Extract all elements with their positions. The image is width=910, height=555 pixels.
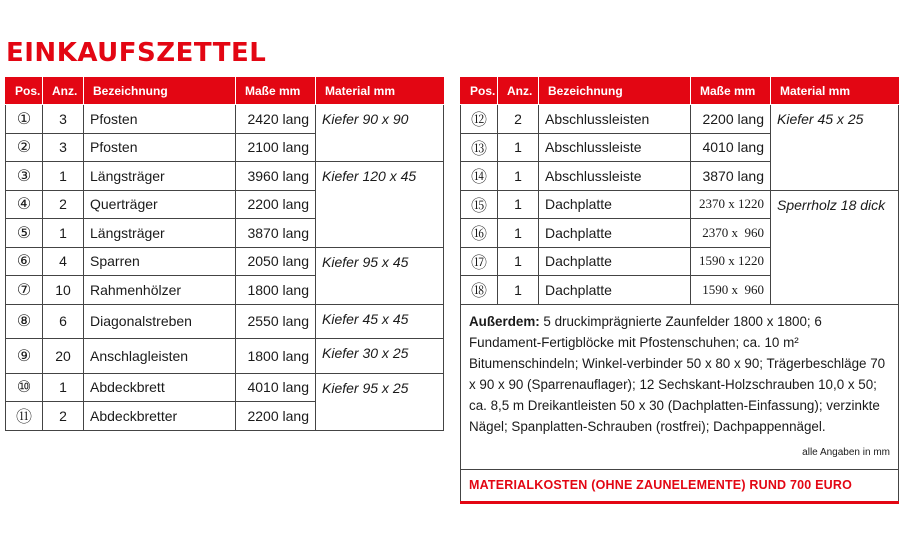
position-number: ④ bbox=[6, 190, 43, 219]
column-header-bezeichnung: Bezeichnung bbox=[84, 77, 236, 105]
position-number: ① bbox=[6, 105, 43, 134]
column-header-material: Material mm bbox=[771, 77, 899, 105]
note-text: 5 druckimprägnierte Zaunfelder 1800 x 1800; 6 Fundament-Fertigblöcke mit Pfostenschuhen; ca. 10 m² Bitumenschindeln; Winkel-verbinder 50 x 80 x 90; Trägerbeschläge 70 x 90 x 90 (Sparrenauflager); 12 Sechskant-Holzschrauben 10,0 x 50; ca. 8,5 m Dreikantleisten 50 x 30 (Dachplatten-Einfassung); verzinkte Nägel; Spanplatten-Schrauben (rostfrei); Dachpappennägel. bbox=[469, 313, 886, 434]
position-number: ⑧ bbox=[6, 304, 43, 339]
quantity: 1 bbox=[498, 247, 539, 276]
quantity: 2 bbox=[498, 105, 539, 134]
item-name: Dachplatte bbox=[539, 190, 691, 219]
quantity: 2 bbox=[43, 190, 84, 219]
material: Kiefer 95 x 45 bbox=[316, 247, 444, 304]
column-header-masse: Maße mm bbox=[691, 77, 771, 105]
dimension: 2050 lang bbox=[236, 247, 316, 276]
quantity: 2 bbox=[43, 402, 84, 431]
position-number: ⑱ bbox=[461, 276, 498, 305]
quantity: 1 bbox=[498, 133, 539, 162]
note-row bbox=[461, 304, 899, 469]
position-number: ⑤ bbox=[6, 219, 43, 248]
item-name: Dachplatte bbox=[539, 276, 691, 305]
item-name: Querträger bbox=[84, 190, 236, 219]
item-name: Abschlussleiste bbox=[539, 162, 691, 191]
dimension: 4010 lang bbox=[236, 373, 316, 402]
item-name: Diagonalstreben bbox=[84, 304, 236, 339]
quantity: 10 bbox=[43, 276, 84, 305]
material: Kiefer 90 x 90 bbox=[316, 105, 444, 162]
quantity: 1 bbox=[498, 190, 539, 219]
item-name: Dachplatte bbox=[539, 219, 691, 248]
note-label: Außerdem: bbox=[469, 313, 540, 329]
column-header-anz: Anz. bbox=[498, 77, 539, 105]
page-title: EINKAUFSZETTEL bbox=[6, 38, 267, 68]
position-number: ③ bbox=[6, 162, 43, 191]
dimension: 2200 lang bbox=[691, 105, 771, 134]
cost-row bbox=[461, 469, 899, 502]
dimension: 4010 lang bbox=[691, 133, 771, 162]
item-name: Längsträger bbox=[84, 162, 236, 191]
position-number: ⑰ bbox=[461, 247, 498, 276]
table-row bbox=[6, 373, 444, 402]
column-header-anz: Anz. bbox=[43, 77, 84, 105]
column-header-bezeichnung: Bezeichnung bbox=[539, 77, 691, 105]
dimension: 1590 x 1220 bbox=[691, 247, 771, 276]
table-row bbox=[6, 304, 444, 339]
dimension: 2370 x 960 bbox=[691, 219, 771, 248]
item-name: Anschlagleisten bbox=[84, 339, 236, 374]
dimension: 3870 lang bbox=[691, 162, 771, 191]
quantity: 20 bbox=[43, 339, 84, 374]
dimension: 1800 lang bbox=[236, 276, 316, 305]
item-name: Pfosten bbox=[84, 105, 236, 134]
material: Kiefer 45 x 25 bbox=[771, 105, 899, 191]
item-name: Dachplatte bbox=[539, 247, 691, 276]
column-header-pos: Pos. bbox=[6, 77, 43, 105]
table-row bbox=[6, 247, 444, 276]
material: Kiefer 120 x 45 bbox=[316, 162, 444, 248]
shopping-list-table-right bbox=[460, 77, 899, 504]
table-header-row bbox=[6, 77, 444, 105]
material: Kiefer 45 x 45 bbox=[316, 304, 444, 339]
dimension: 2200 lang bbox=[236, 190, 316, 219]
item-name: Abschlussleiste bbox=[539, 133, 691, 162]
dimension: 3960 lang bbox=[236, 162, 316, 191]
material-cost-total: MATERIALKOSTEN (OHNE ZAUNELEMENTE) RUND 700 EURO bbox=[461, 469, 899, 502]
item-name: Sparren bbox=[84, 247, 236, 276]
item-name: Abschlussleisten bbox=[539, 105, 691, 134]
column-header-material: Material mm bbox=[316, 77, 444, 105]
dimension: 1800 lang bbox=[236, 339, 316, 374]
item-name: Längsträger bbox=[84, 219, 236, 248]
units-footnote: alle Angaben in mm bbox=[802, 446, 890, 458]
material: Kiefer 95 x 25 bbox=[316, 373, 444, 430]
position-number: ⑯ bbox=[461, 219, 498, 248]
quantity: 1 bbox=[43, 162, 84, 191]
column-header-masse: Maße mm bbox=[236, 77, 316, 105]
column-header-pos: Pos. bbox=[461, 77, 498, 105]
position-number: ⑫ bbox=[461, 105, 498, 134]
table-row bbox=[461, 190, 899, 219]
quantity: 1 bbox=[43, 373, 84, 402]
position-number: ② bbox=[6, 133, 43, 162]
dimension: 2370 x 1220 bbox=[691, 190, 771, 219]
dimension: 3870 lang bbox=[236, 219, 316, 248]
dimension: 2550 lang bbox=[236, 304, 316, 339]
position-number: ⑭ bbox=[461, 162, 498, 191]
position-number: ⑬ bbox=[461, 133, 498, 162]
material: Kiefer 30 x 25 bbox=[316, 339, 444, 374]
quantity: 1 bbox=[498, 219, 539, 248]
position-number: ⑥ bbox=[6, 247, 43, 276]
quantity: 1 bbox=[498, 162, 539, 191]
item-name: Rahmenhölzer bbox=[84, 276, 236, 305]
additional-materials-note bbox=[461, 304, 899, 469]
item-name: Pfosten bbox=[84, 133, 236, 162]
table-row bbox=[6, 105, 444, 134]
position-number: ⑪ bbox=[6, 402, 43, 431]
table-row bbox=[6, 162, 444, 191]
position-number: ⑦ bbox=[6, 276, 43, 305]
dimension: 2420 lang bbox=[236, 105, 316, 134]
table-header-row bbox=[461, 77, 899, 105]
material: Sperrholz 18 dick bbox=[771, 190, 899, 304]
position-number: ⑨ bbox=[6, 339, 43, 374]
dimension: 1590 x 960 bbox=[691, 276, 771, 305]
shopping-list-table-left bbox=[5, 77, 444, 431]
quantity: 1 bbox=[43, 219, 84, 248]
table-row bbox=[461, 105, 899, 134]
quantity: 4 bbox=[43, 247, 84, 276]
item-name: Abdeckbrett bbox=[84, 373, 236, 402]
quantity: 1 bbox=[498, 276, 539, 305]
position-number: ⑮ bbox=[461, 190, 498, 219]
dimension: 2200 lang bbox=[236, 402, 316, 431]
position-number: ⑩ bbox=[6, 373, 43, 402]
dimension: 2100 lang bbox=[236, 133, 316, 162]
quantity: 6 bbox=[43, 304, 84, 339]
table-row bbox=[6, 339, 444, 374]
quantity: 3 bbox=[43, 105, 84, 134]
quantity: 3 bbox=[43, 133, 84, 162]
item-name: Abdeckbretter bbox=[84, 402, 236, 431]
